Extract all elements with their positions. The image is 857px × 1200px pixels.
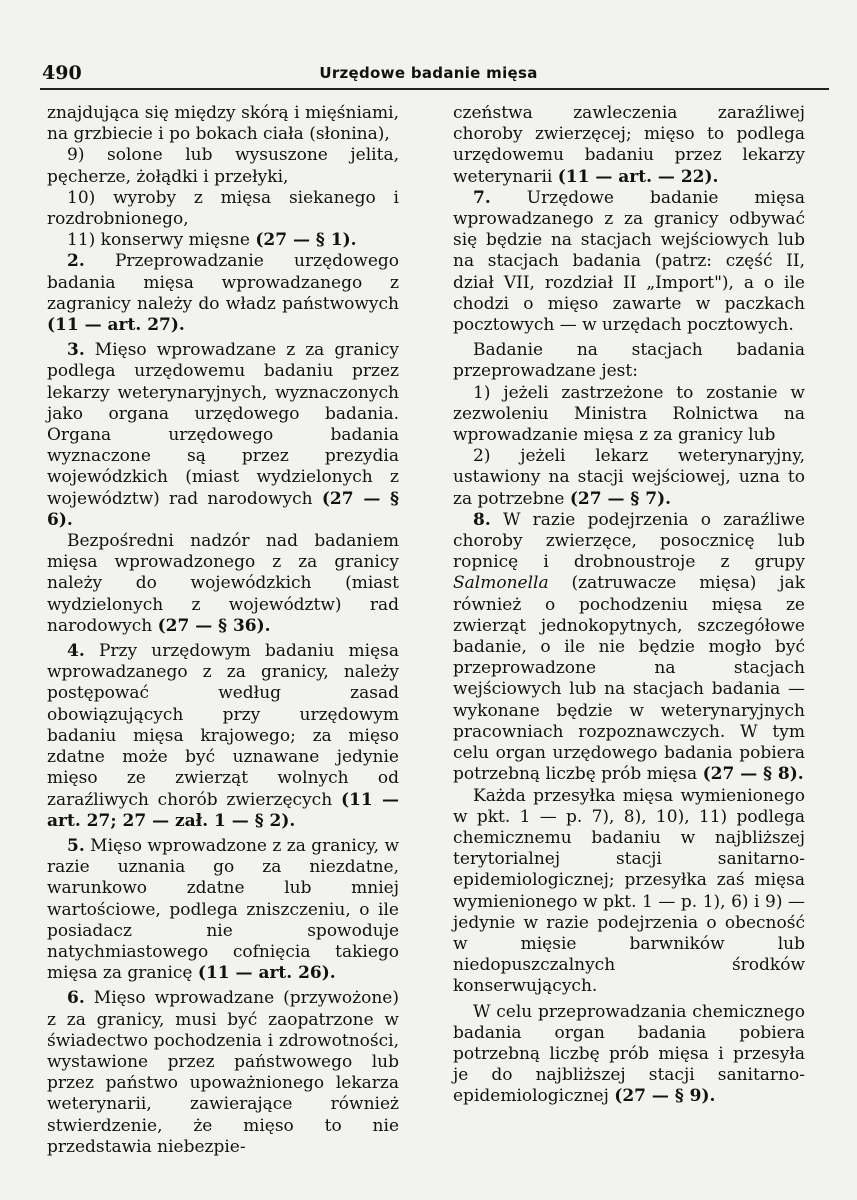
- right-column: [453, 103, 805, 1108]
- citation: (27 — § 6).: [47, 488, 400, 530]
- paragraph-5: [47, 836, 399, 984]
- citation: (27 — § 9).: [614, 1086, 716, 1107]
- paragraph-number: 5.: [67, 835, 85, 856]
- paragraph-text: czeństwa zawleczenia zaraźliwej choroby zwierzęcej; mięso to podlega urzędowemu badaniu przez lekarzy weterynarii: [453, 103, 805, 187]
- paragraph-text: Mięso wprowadzone z za granicy, w razie uznania go za niezdatne, warunkowo zdatne lub mniej wartościowe, podlega zniszczeniu, o ile posiadacz nie spowoduje natychmiastowego cofnięcia takiego mięsa za granicę: [47, 835, 400, 984]
- paragraph-2: [47, 251, 399, 336]
- paragraph-6: [47, 988, 399, 1158]
- citation: (11 — art. — 22).: [557, 166, 719, 187]
- paragraph-4: [47, 641, 399, 832]
- citation: (11 — art. 27).: [47, 315, 185, 336]
- header-rule: [40, 88, 829, 90]
- paragraph-text: W razie podejrzenia o zaraźliwe choroby zwierzęce, posocznicę lub ropnicę i drobnoustroje z grupy: [453, 509, 805, 573]
- list-item-1: 1) jeżeli zastrzeżone to zostanie w zezwoleniu Ministra Rolnictwa na wprowadzanie mięsa z za granicy lub: [453, 382, 805, 446]
- citation: (27 — § 8).: [702, 764, 804, 785]
- running-head: Urzędowe badanie mięsa: [319, 64, 538, 82]
- italic-term: Salmonella: [453, 573, 549, 594]
- paragraph-text: Mięso wprowadzane (przywożone) z za granicy, musi być zaopatrzone w świadectwo pochodzenia i zdrowotności, wystawione przez państwowego lub przez państwo upoważnionego lekarza weterynarii, zawierające również stwierdzenie, że mięso to nie przedstawia niebezpie-: [47, 988, 399, 1157]
- citation: (27 — § 7).: [569, 488, 672, 509]
- list-item-11: [47, 230, 399, 251]
- list-item-2: [453, 446, 805, 510]
- paragraph-6-continued: [453, 103, 805, 188]
- citation: (11 — art. 27; 27 — zał. 1 — § 2).: [47, 789, 400, 831]
- list-item-continuation: znajdująca się między skórą i mięśniami, na grzbiecie i po bokach ciała (słonina),: [47, 103, 399, 145]
- left-column: [47, 103, 399, 1158]
- paragraph-text: Przy urzędowym badaniu mięsa wprowadzanego z za granicy, należy postępować według zasad obowiązujących przy urzędowym badaniu mięsa krajowego; za mięso zdatne może być uznawane jedynie mięso ze zwierząt wolnych od zaraźliwych chorób zwierzęcych: [47, 641, 400, 810]
- paragraph-text: (zatruwacze mięsa) jak również o pochodzeniu mięsa ze zwierząt jednokopytnych, szczegółowe badanie, o ile nie będzie mogło być przeprowadzone na stacjach wejściowych lub na stacjach badania — wykonane będzie w weterynaryjnych pracowniach rozpoznawczych. W tym celu organ urzędowego badania pobiera potrzebną liczbę prób mięsa: [453, 573, 806, 785]
- paragraph-text: Mięso wprowadzane z za granicy podlega urzędowemu badaniu przez lekarzy weterynaryjnych, wyznaczonych jako organa urzędowego badania. Organa urzędowego badania wyznaczone są przez prezydia wojewódzkich (miast wydzielonych z województw) rad narodowych: [47, 340, 399, 509]
- paragraph-3-continued: [47, 531, 399, 637]
- paragraph-number: 3.: [67, 340, 85, 361]
- citation: (11 — art. 26).: [197, 963, 336, 984]
- citation: (27 — § 1).: [255, 230, 357, 251]
- page-number: 490: [42, 62, 82, 84]
- paragraph-number: 8.: [473, 509, 491, 530]
- paragraph-text: Bezpośredni nadzór nad badaniem mięsa wprowadzonego z za granicy należy do wojewódzkich (miast wydzielonych z województw) rad narodowych: [47, 531, 399, 636]
- paragraph-number: 7.: [473, 187, 491, 208]
- list-item-11-text: 11) konserwy mięsne: [67, 230, 250, 251]
- paragraph-number: 4.: [67, 641, 85, 662]
- paragraph-text: Urzędowe badanie mięsa wprowadzanego z za granicy odbywać się będzie na stacjach wejściowych lub na stacjach badania (patrz: część II, dział VII, rozdział II „Import"), a o ile chodzi o mięso zawarte w paczkach pocztowych — w urzędach pocztowych.: [453, 187, 805, 336]
- paragraph-8-final: [453, 1002, 805, 1108]
- list-item-10: 10) wyroby z mięsa siekanego i rozdrobnionego,: [47, 187, 399, 230]
- paragraph-7: [453, 188, 805, 336]
- paragraph-text: Przeprowadzanie urzędowego badania mięsa wprowadzanego z zagranicy należy do władz państwowych: [47, 251, 399, 314]
- paragraph-3: [47, 340, 399, 531]
- paragraph-8: [453, 510, 805, 786]
- list-item-text: 2) jeżeli lekarz weterynaryjny, ustawiony na stacji wejściowej, uzna to za potrzebne: [453, 446, 805, 509]
- paragraph-8-continued: Każda przesyłka mięsa wymienionego w pkt. 1 — p. 7), 8), 10), 11) podlega chemicznemu badaniu w najbliższej terytorialnej stacji sanitarno-epidemiologicznej; przesyłka zaś mięsa wymienionego w pkt. 1 — p. 1), 6) i 9) — jedynie w razie podejrzenia o obecność w mięsie barwników lub niedopuszczalnych środków konserwujących.: [453, 785, 805, 997]
- paragraph-number: 6.: [67, 988, 85, 1009]
- citation: (27 — § 36).: [157, 615, 271, 636]
- paragraph-7-intro: Badanie na stacjach badania przeprowadzane jest:: [453, 340, 805, 382]
- list-item-9: 9) solone lub wysuszone jelita, pęcherze, żołądki i przełyki,: [47, 145, 399, 187]
- paragraph-number: 2.: [67, 251, 85, 272]
- paragraph-text: W celu przeprowadzania chemicznego badania organ badania pobiera potrzebną liczbę prób mięsa i przesyła je do najbliższej stacji sanitarno-epidemiologicznej: [453, 1001, 805, 1107]
